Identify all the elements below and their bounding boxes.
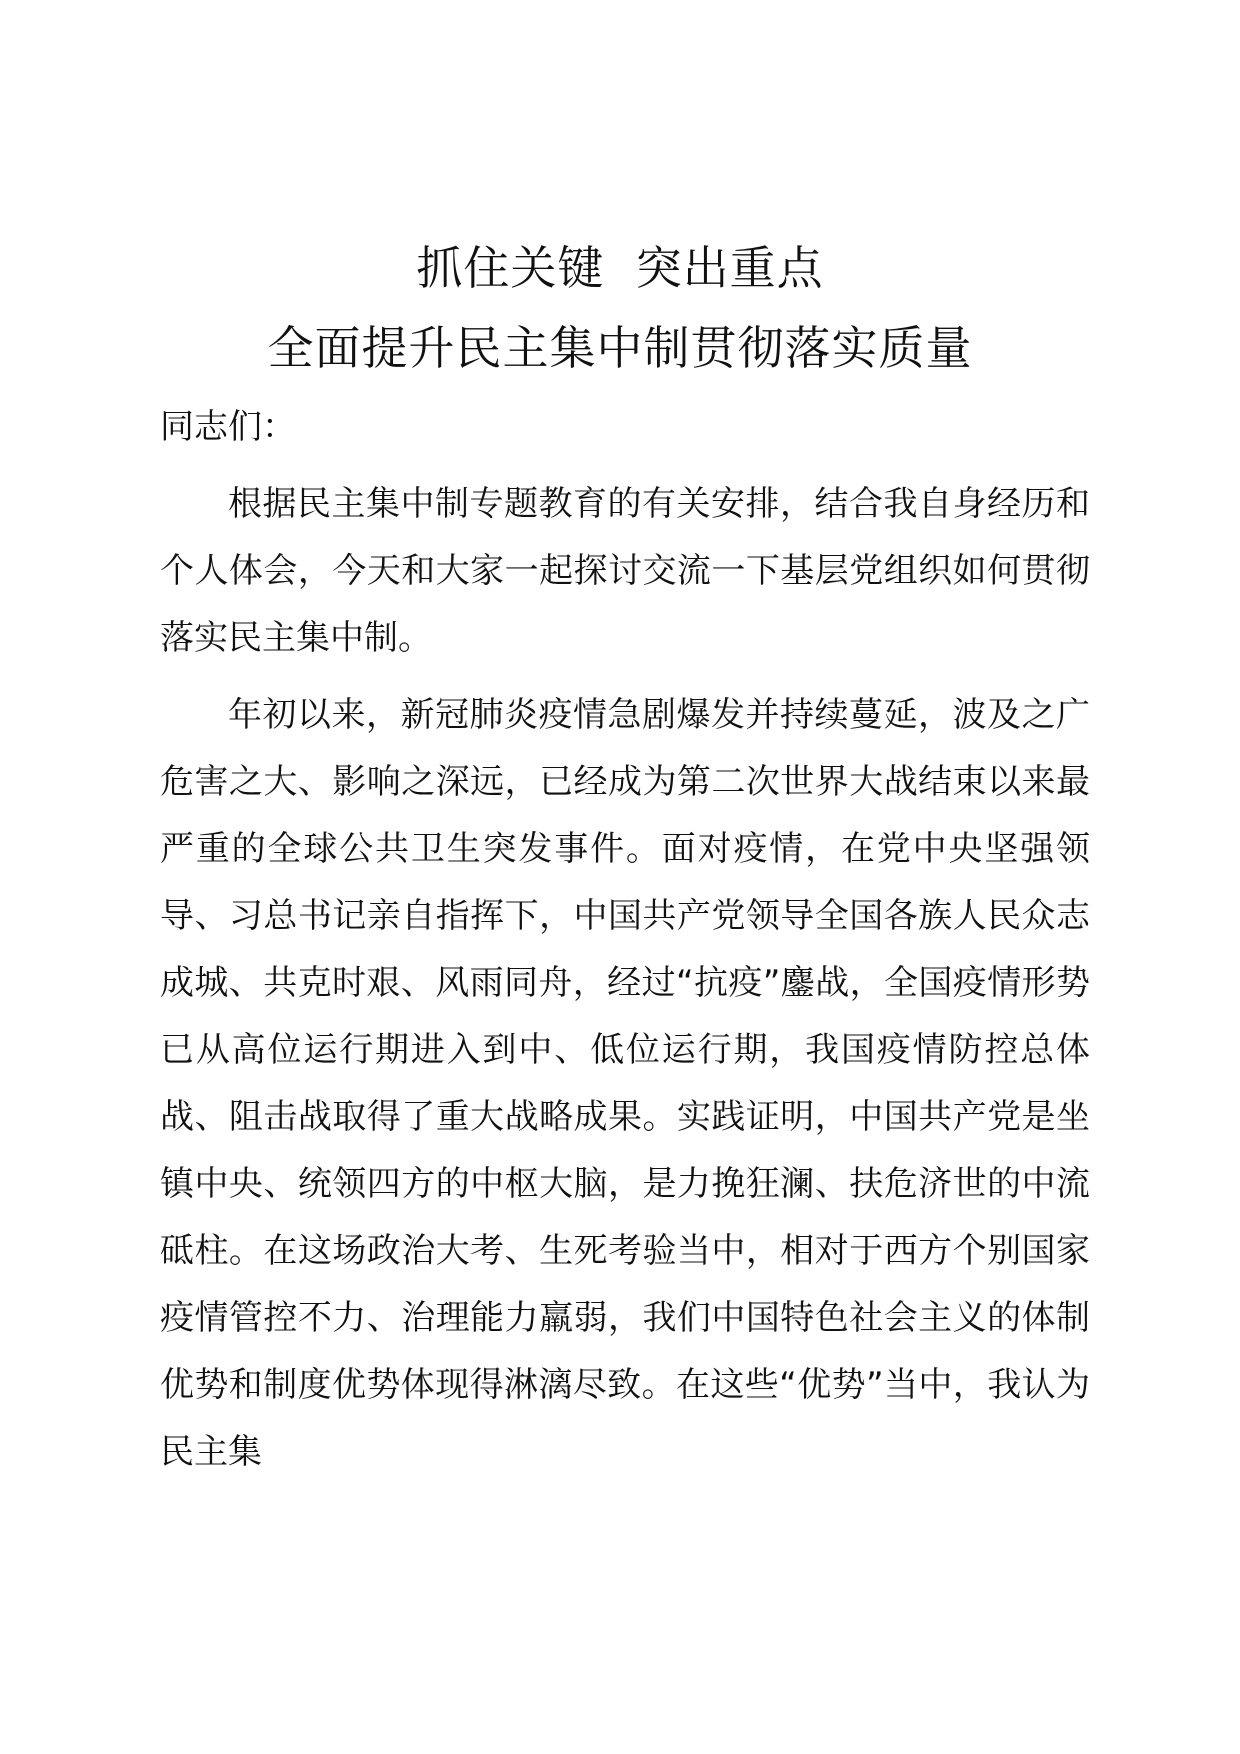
salutation: 同志们： bbox=[160, 407, 296, 447]
title-line-2: 全面提升民主集中制贯彻落实质量 bbox=[267, 321, 973, 375]
paragraph-2: 年初以来，新冠肺炎疫情急剧爆发并持续蔓延，波及之广危害之大、影响之深远，已经成为第二次世界大战结束以来最严重的全球公共卫生突发事件。面对疫情，在党中央坚强领导、习总书记亲自指挥下，中国共产党领导全国各族人民众志成城、共克时艰、风雨同舟，经过“抗疫”鏖战，全国疫情形势已从高位运行期进入到中、低位运行期，我国疫情防控总体战、阻击战取得了重大战略成果。实践证明，中国共产党是坐镇中央、统领四方的中枢大脑，是力挽狂澜、扶危济世的中流砥柱。在这场政治大考、生死考验当中，相对于西方个别国家疫情管控不力、治理能力羸弱，我们中国特色社会主义的体制优势和制度优势体现得淋漓尽致。在这些“优势”当中，我认为民主集 bbox=[160, 695, 1090, 1472]
document-body bbox=[160, 394, 1090, 1496]
title-line-1: 抓住关键 突出重点 bbox=[416, 241, 824, 295]
document-title bbox=[0, 228, 1240, 388]
paragraph-1: 根据民主集中制专题教育的有关安排，结合我自身经历和个人体会，今天和大家一起探讨交流一下基层党组织如何贯彻落实民主集中制。 bbox=[160, 484, 1090, 658]
